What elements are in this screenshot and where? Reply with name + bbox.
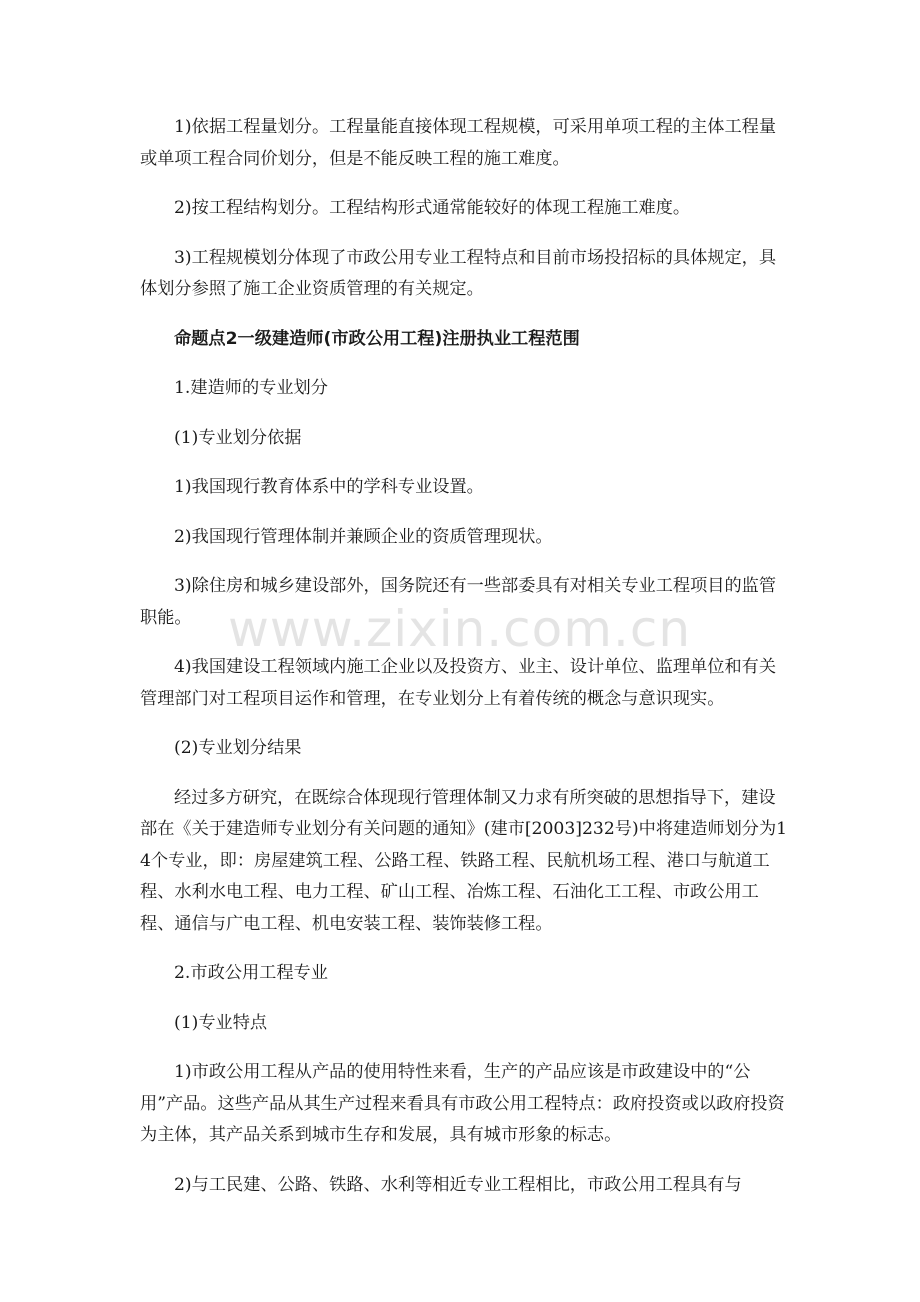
paragraph-5: 2)我国现行管理体制并兼顾企业的资质管理现状。 — [174, 526, 553, 547]
subheading-2: 2.市政公用工程专业 — [174, 963, 328, 983]
document-body — [140, 112, 792, 1201]
paragraph-3: 3)工程规模划分体现了市政公用专业工程特点和目前市场投招标的具体规定，具体划分参照了施工企业资质管理的有关规定。 — [140, 247, 777, 299]
paragraph-9: 1)市政公用工程从产品的使用特性来看，生产的产品应该是市政建设中的“公用”产品。这些产品从其生产过程来看具有市政公用工程特点：政府投资或以政府投资为主体，其产品关系到城市生存和发展，具有城市形象的标志。 — [140, 1062, 785, 1145]
watermark: www.zixin.com.cn — [228, 600, 692, 658]
paragraph-7: 4)我国建设工程领域内施工企业以及投资方、业主、设计单位、监理单位和有关管理部门对工程项目运作和管理，在专业划分上有着传统的概念与意识现实。 — [140, 657, 777, 709]
subheading-2-1: (1)专业特点 — [174, 1012, 268, 1033]
paragraph-8: 经过多方研究，在既综合体现现行管理体制又力求有所突破的思想指导下，建设部在《关于建造师专业划分有关问题的通知》(建市[2003]232号)中将建造师划分为14个专业，即：房屋建筑工程、公路工程、铁路工程、民航机场工程、港口与航道工程、水利水电工程、电力工程、矿山工程、冶炼工程、石油化工工程、市政公用工程、通信与广电工程、机电安装工程、装饰装修工程。 — [140, 787, 788, 934]
subheading-1-2: (2)专业划分结果 — [174, 738, 302, 758]
paragraph-4: 1)我国现行教育体系中的学科专业设置。 — [174, 477, 484, 497]
paragraph-2: 2)按工程结构划分。工程结构形式通常能较好的体现工程施工难度。 — [174, 198, 691, 218]
section-heading: 命题点2一级建造师(市政公用工程)注册执业工程范围 — [174, 328, 580, 349]
subheading-1-1: (1)专业划分依据 — [174, 427, 302, 448]
subheading-1: 1.建造师的专业划分 — [174, 378, 328, 398]
paragraph-6: 3)除住房和城乡建设部外，国务院还有一些部委具有对相关专业工程项目的监管职能。 — [140, 576, 777, 628]
paragraph-1: 1)依据工程量划分。工程量能直接体现工程规模，可采用单项工程的主体工程量或单项工程合同价划分，但是不能反映工程的施工难度。 — [140, 117, 777, 169]
paragraph-10: 2)与工民建、公路、铁路、水利等相近专业工程相比，市政公用工程具有与 — [174, 1174, 742, 1195]
